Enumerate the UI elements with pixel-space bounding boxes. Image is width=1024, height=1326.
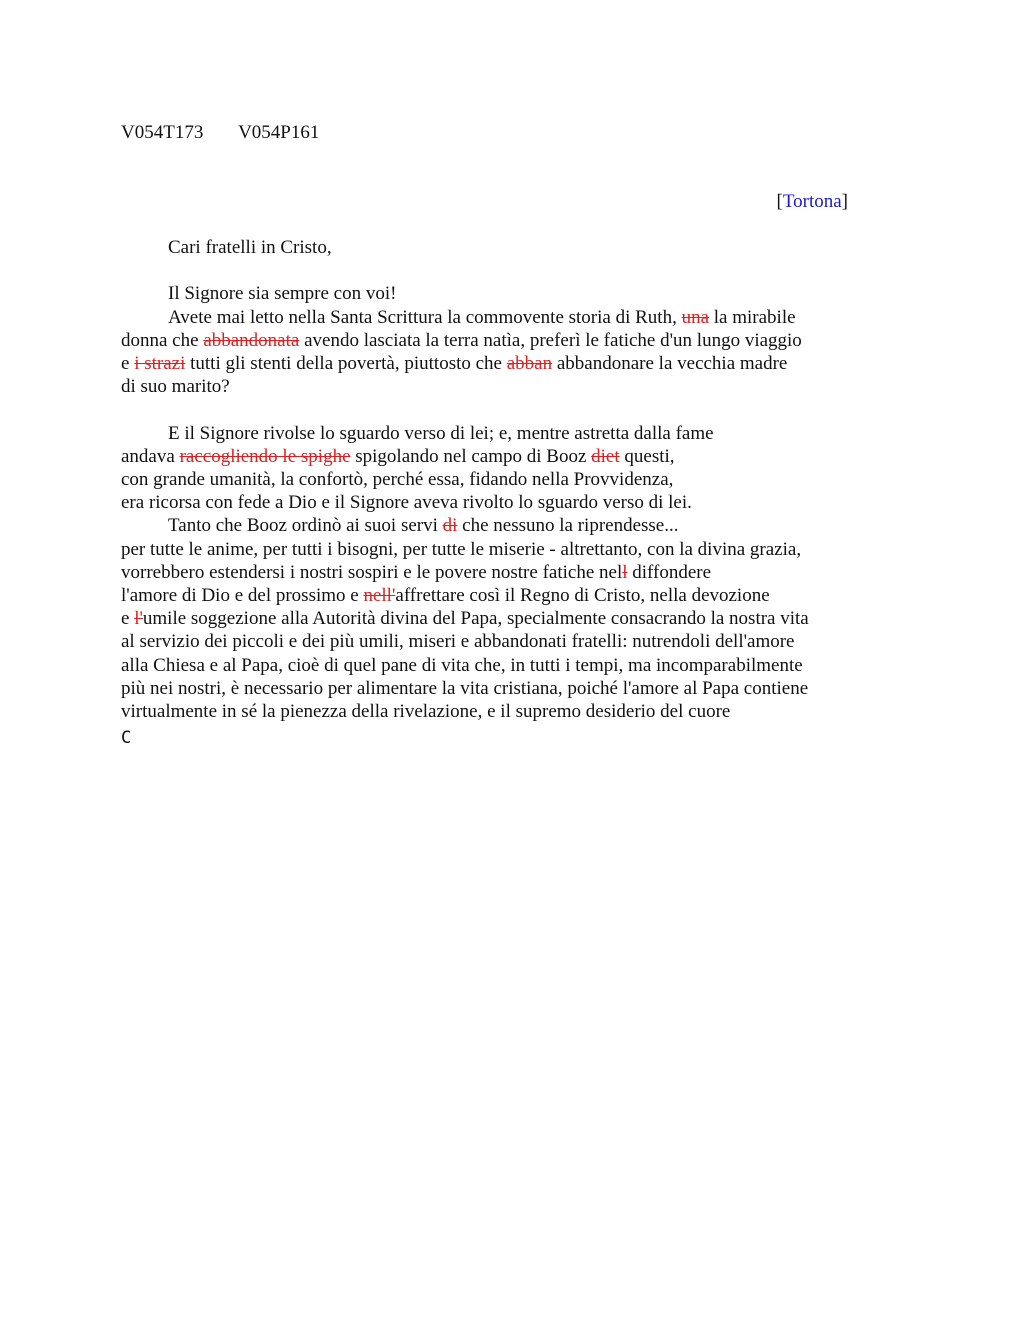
text-segment: vorrebbero estendersi i nostri sospiri e le povere nostre fatiche nel (121, 561, 623, 583)
text-line (121, 538, 881, 561)
text-line (121, 422, 881, 445)
deleted-text: diet (591, 445, 620, 467)
text-segment: alla Chiesa e al Papa, cioè di quel pane di vita che, in tutti i tempi, ma incomparabilmente (121, 654, 803, 676)
deleted-text: raccogliendo le spighe (179, 445, 351, 467)
place-close-bracket: ] (841, 191, 848, 212)
paragraph-gap (121, 259, 881, 282)
text-line (121, 584, 881, 607)
trailing-mark: C (121, 728, 132, 748)
text-segment: spigolando nel campo di Booz (350, 445, 592, 467)
deleted-text: una (681, 306, 710, 328)
text-segment: Tanto che Booz ordinò ai suoi servi (168, 515, 443, 537)
deleted-text: abban (506, 353, 553, 374)
text-segment: e (121, 608, 135, 630)
text-line (121, 654, 881, 677)
text-line (121, 329, 881, 352)
text-segment: Il Signore sia sempre con voi! (168, 283, 397, 305)
document-codes (121, 121, 319, 144)
deleted-text: di (442, 515, 458, 537)
text-segment: al servizio dei piccoli e dei più umili, miseri e abbandonati fratelli: nutrendoli dell'amore (121, 631, 795, 653)
paragraph-gap (121, 398, 881, 421)
document-code-right: V054P161 (238, 122, 320, 143)
text-segment: avendo lasciata la terra natìa, preferì le fatiche d'un lungo viaggio (299, 329, 802, 351)
text-segment: donna che (121, 329, 204, 351)
text-segment: Avete mai letto nella Santa Scrittura la commovente storia di Ruth, (168, 306, 682, 328)
text-segment: che nessuno la riprendesse... (457, 515, 679, 537)
text-segment: E il Signore rivolse lo sguardo verso di lei; e, mentre astretta dalla fame (168, 422, 714, 444)
text-line (121, 236, 881, 259)
text-segment: umile soggezione alla Autorità divina del Papa, specialmente consacrando la nostra vita (142, 608, 809, 630)
text-segment: più nei nostri, è necessario per alimentare la vita cristiana, poiché l'amore al Papa contiene (121, 677, 809, 699)
text-line (121, 700, 881, 723)
document-code-left: V054T173 (121, 122, 204, 143)
text-line (121, 630, 881, 653)
text-segment: andava (121, 445, 180, 467)
text-segment: per tutte le anime, per tutti i bisogni, per tutte le miserie - altrettanto, con la divina grazia, (121, 538, 802, 560)
text-segment: questi, (619, 445, 675, 467)
text-line (121, 445, 881, 468)
deleted-text: l' (134, 608, 143, 630)
letter-body (121, 236, 881, 723)
text-segment: era ricorsa con fede a Dio e il Signore aveva rivolto lo sguardo verso di lei. (121, 492, 692, 514)
deleted-text: l (622, 561, 628, 583)
deleted-text: i strazi (134, 353, 186, 374)
text-segment: abbandonare la vecchia madre (552, 353, 788, 374)
text-line (121, 352, 881, 375)
text-segment: Cari fratelli in Cristo, (168, 237, 332, 258)
text-line (121, 677, 881, 700)
text-line (121, 561, 881, 584)
text-line (121, 491, 881, 514)
text-line (121, 468, 881, 491)
text-line (121, 306, 881, 329)
deleted-text: nell' (363, 585, 396, 607)
text-segment: diffondere (627, 561, 712, 583)
text-segment: la mirabile (709, 306, 796, 328)
text-segment: di suo marito? (121, 376, 230, 398)
text-segment: e (121, 353, 135, 374)
text-segment: l'amore di Dio e del prossimo e (121, 585, 364, 607)
text-segment: con grande umanità, la confortò, perché essa, fidando nella Provvidenza, (121, 469, 674, 490)
text-segment: tutti gli stenti della povertà, piuttosto che (185, 353, 507, 374)
place-link[interactable]: Tortona (782, 191, 842, 212)
text-segment: affrettare così il Regno di Cristo, nella devozione (395, 585, 770, 607)
text-line (121, 375, 881, 398)
text-line (121, 282, 881, 305)
deleted-text: abbandonata (203, 329, 300, 351)
text-segment: virtualmente in sé la pienezza della rivelazione, e il supremo desiderio del cuore (121, 701, 731, 723)
place-open-bracket: [ (776, 191, 783, 212)
place-annotation (777, 190, 848, 213)
text-line (121, 514, 881, 537)
text-line (121, 607, 881, 630)
